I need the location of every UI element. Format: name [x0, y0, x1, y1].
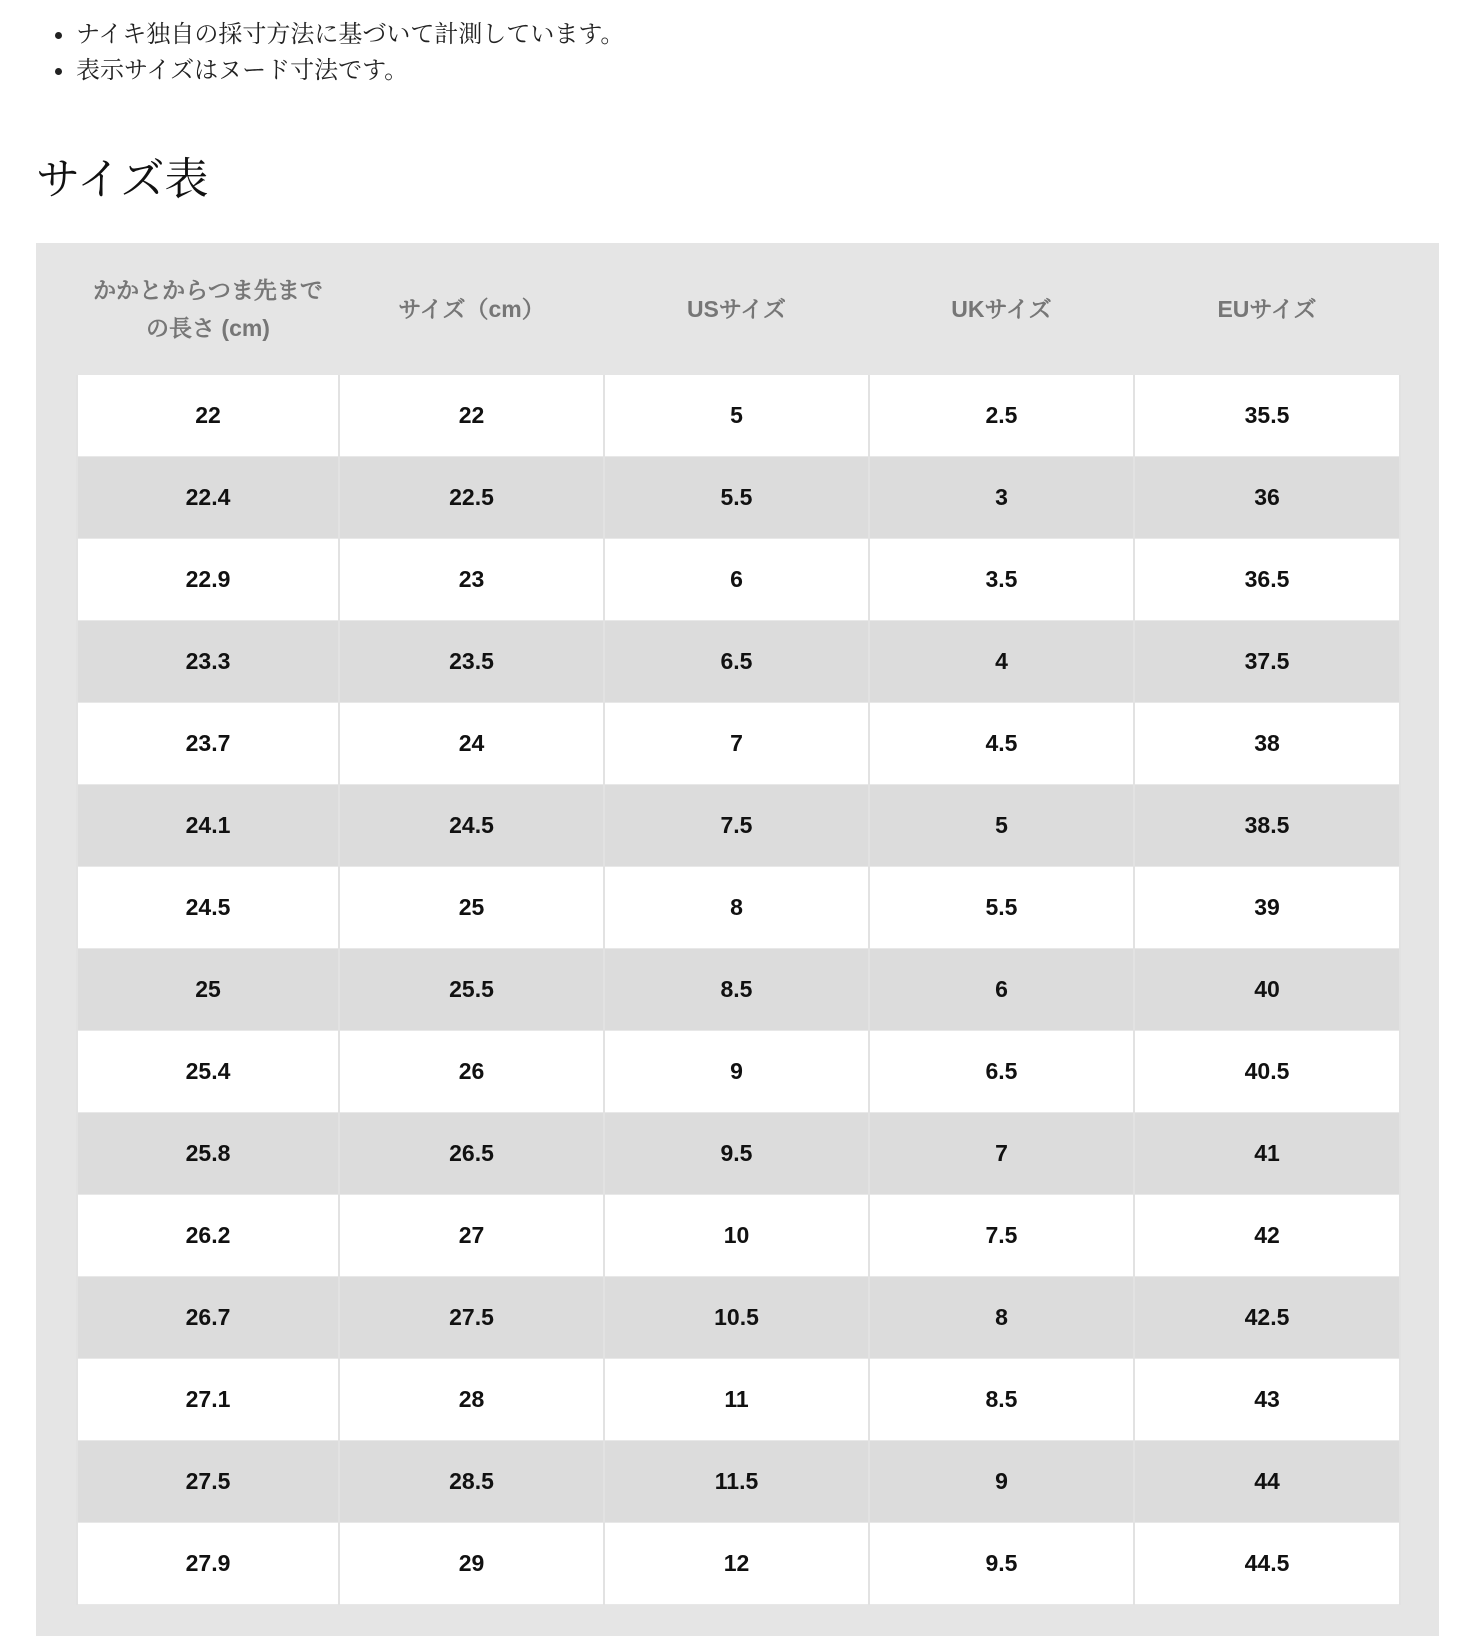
cell-size-cm: 23: [339, 539, 604, 621]
table-row: [77, 457, 1400, 539]
cell-eu-size: 39: [1134, 867, 1400, 949]
cell-foot-length: 24.1: [77, 785, 339, 867]
cell-eu-size: 43: [1134, 1359, 1400, 1441]
cell-uk-size: 7: [869, 1113, 1134, 1195]
table-row: [77, 703, 1400, 785]
column-header-us-size: USサイズ: [686, 296, 787, 322]
cell-eu-size: 38.5: [1134, 785, 1400, 867]
cell-foot-length: 25.4: [77, 1031, 339, 1113]
cell-us-size: 7.5: [604, 785, 869, 867]
cell-uk-size: 6: [869, 949, 1134, 1031]
column-header-size-cm: サイズ（cm）: [398, 296, 545, 322]
cell-foot-length: 26.2: [77, 1195, 339, 1277]
cell-us-size: 8.5: [604, 949, 869, 1031]
cell-uk-size: 4.5: [869, 703, 1134, 785]
cell-size-cm: 28.5: [339, 1441, 604, 1523]
size-table-header: [77, 243, 1400, 375]
cell-foot-length: 25: [77, 949, 339, 1031]
cell-size-cm: 27: [339, 1195, 604, 1277]
cell-uk-size: 8.5: [869, 1359, 1134, 1441]
cell-us-size: 6: [604, 539, 869, 621]
cell-size-cm: 25: [339, 867, 604, 949]
cell-foot-length: 25.8: [77, 1113, 339, 1195]
cell-uk-size: 5.5: [869, 867, 1134, 949]
cell-eu-size: 36.5: [1134, 539, 1400, 621]
table-row: [77, 785, 1400, 867]
table-row: [77, 1113, 1400, 1195]
cell-size-cm: 27.5: [339, 1277, 604, 1359]
measurement-notes: [36, 16, 624, 88]
cell-size-cm: 24: [339, 703, 604, 785]
cell-foot-length: 27.1: [77, 1359, 339, 1441]
cell-us-size: 12: [604, 1523, 869, 1605]
cell-eu-size: 35.5: [1134, 375, 1400, 457]
cell-us-size: 7: [604, 703, 869, 785]
cell-us-size: 9: [604, 1031, 869, 1113]
cell-uk-size: 7.5: [869, 1195, 1134, 1277]
cell-us-size: 9.5: [604, 1113, 869, 1195]
table-row: [77, 867, 1400, 949]
cell-eu-size: 36: [1134, 457, 1400, 539]
cell-size-cm: 26: [339, 1031, 604, 1113]
cell-size-cm: 29: [339, 1523, 604, 1605]
cell-size-cm: 26.5: [339, 1113, 604, 1195]
cell-uk-size: 3.5: [869, 539, 1134, 621]
cell-uk-size: 6.5: [869, 1031, 1134, 1113]
cell-us-size: 10: [604, 1195, 869, 1277]
cell-foot-length: 22.9: [77, 539, 339, 621]
cell-eu-size: 42.5: [1134, 1277, 1400, 1359]
table-row: [77, 1359, 1400, 1441]
cell-size-cm: 28: [339, 1359, 604, 1441]
cell-eu-size: 44.5: [1134, 1523, 1400, 1605]
cell-foot-length: 23.3: [77, 621, 339, 703]
cell-us-size: 11: [604, 1359, 869, 1441]
cell-size-cm: 25.5: [339, 949, 604, 1031]
size-table-body: [77, 375, 1400, 1605]
cell-foot-length: 26.7: [77, 1277, 339, 1359]
table-row: [77, 1195, 1400, 1277]
table-row: [77, 375, 1400, 457]
header-row: [77, 243, 1400, 375]
cell-size-cm: 24.5: [339, 785, 604, 867]
cell-uk-size: 8: [869, 1277, 1134, 1359]
cell-us-size: 11.5: [604, 1441, 869, 1523]
cell-eu-size: 38: [1134, 703, 1400, 785]
cell-us-size: 5: [604, 375, 869, 457]
cell-size-cm: 22: [339, 375, 604, 457]
table-row: [77, 621, 1400, 703]
cell-eu-size: 37.5: [1134, 621, 1400, 703]
cell-us-size: 8: [604, 867, 869, 949]
cell-foot-length: 27.5: [77, 1441, 339, 1523]
size-table: [76, 243, 1401, 1605]
cell-uk-size: 9.5: [869, 1523, 1134, 1605]
table-row: [77, 1031, 1400, 1113]
cell-eu-size: 44: [1134, 1441, 1400, 1523]
cell-us-size: 6.5: [604, 621, 869, 703]
cell-uk-size: 4: [869, 621, 1134, 703]
table-row: [77, 949, 1400, 1031]
note-item: • ナイキ独自の採寸方法に基づいて計測しています。: [76, 16, 624, 52]
cell-uk-size: 9: [869, 1441, 1134, 1523]
table-row: [77, 1523, 1400, 1605]
cell-foot-length: 22.4: [77, 457, 339, 539]
cell-eu-size: 42: [1134, 1195, 1400, 1277]
table-row: [77, 539, 1400, 621]
cell-foot-length: 27.9: [77, 1523, 339, 1605]
column-header-eu-size: EUサイズ: [1217, 296, 1317, 322]
cell-eu-size: 40: [1134, 949, 1400, 1031]
size-table-panel: [36, 243, 1439, 1636]
cell-uk-size: 2.5: [869, 375, 1134, 457]
page-title: サイズ表: [36, 154, 209, 205]
cell-eu-size: 41: [1134, 1113, 1400, 1195]
cell-foot-length: 22: [77, 375, 339, 457]
cell-size-cm: 22.5: [339, 457, 604, 539]
cell-size-cm: 23.5: [339, 621, 604, 703]
note-item: • 表示サイズはヌード寸法です。: [76, 52, 624, 88]
cell-uk-size: 5: [869, 785, 1134, 867]
cell-eu-size: 40.5: [1134, 1031, 1400, 1113]
table-row: [77, 1277, 1400, 1359]
cell-foot-length: 23.7: [77, 703, 339, 785]
cell-us-size: 5.5: [604, 457, 869, 539]
column-header-uk-size: UKサイズ: [951, 296, 1052, 322]
cell-foot-length: 24.5: [77, 867, 339, 949]
cell-us-size: 10.5: [604, 1277, 869, 1359]
cell-uk-size: 3: [869, 457, 1134, 539]
table-row: [77, 1441, 1400, 1523]
column-header-foot-length: かかとからつま先までの長さ (cm): [93, 277, 323, 341]
